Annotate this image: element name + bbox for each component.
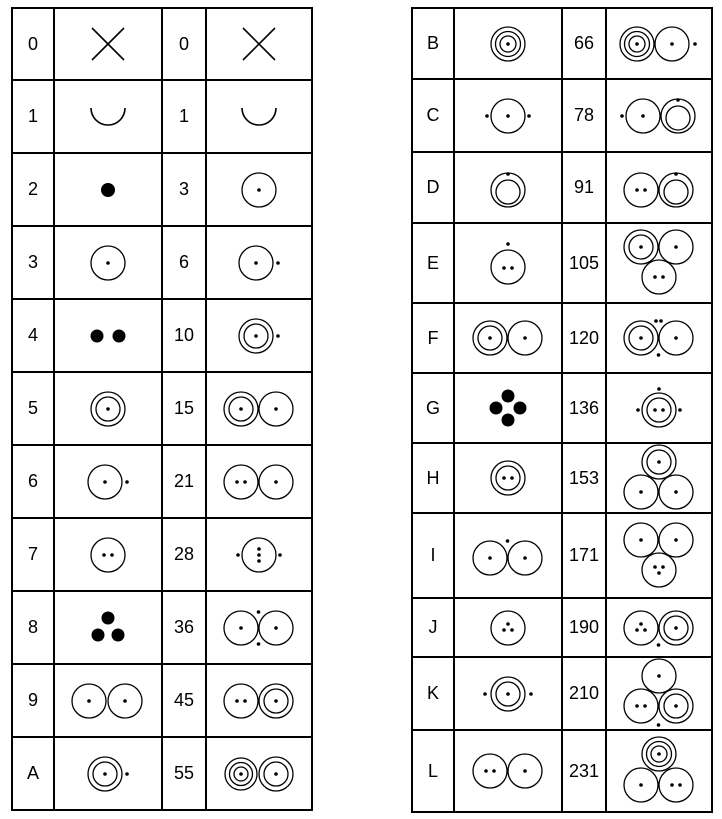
two-dot-ring-and-ring-icon xyxy=(223,462,295,502)
row-symbol xyxy=(54,153,162,226)
table-row xyxy=(12,299,312,372)
x-mark-icon xyxy=(239,24,279,64)
row-number-symbol xyxy=(206,518,312,591)
x-mark-icon xyxy=(88,24,128,64)
table-row xyxy=(412,657,712,730)
table-row xyxy=(412,152,712,223)
row-number: 21 xyxy=(162,445,206,518)
table-row xyxy=(12,8,312,80)
row-label: F xyxy=(412,303,454,373)
row-label: 2 xyxy=(12,153,54,226)
filled-dot-icon xyxy=(98,180,118,200)
two-rings-joined-dots-icon xyxy=(223,606,295,650)
row-number: 153 xyxy=(562,443,606,513)
row-label: 6 xyxy=(12,445,54,518)
row-number: 120 xyxy=(562,303,606,373)
ring-dot-side-icon xyxy=(236,243,282,283)
row-number: 78 xyxy=(562,79,606,152)
row-number-symbol xyxy=(606,79,712,152)
row-number-symbol xyxy=(206,445,312,518)
row-label: J xyxy=(412,598,454,657)
table-row xyxy=(12,664,312,737)
smile-arc-icon xyxy=(239,105,279,129)
row-label: D xyxy=(412,152,454,223)
double-ring-two-dots-icon xyxy=(488,458,528,498)
row-label: C xyxy=(412,79,454,152)
double-ring-dot-both-sides-icon xyxy=(480,674,536,714)
table-row xyxy=(12,445,312,518)
row-label: H xyxy=(412,443,454,513)
three-rings-triangle-d-icon xyxy=(623,659,695,729)
row-label: L xyxy=(412,730,454,812)
row-symbol xyxy=(54,372,162,445)
row-symbol xyxy=(54,664,162,737)
row-label: 4 xyxy=(12,299,54,372)
ring-two-dots-top-icon xyxy=(488,240,528,286)
row-number-symbol xyxy=(206,737,312,810)
row-symbol xyxy=(454,223,562,303)
two-dot-ring-and-double-ring-icon xyxy=(223,681,295,721)
row-symbol xyxy=(54,80,162,153)
row-number: 1 xyxy=(162,80,206,153)
row-symbol xyxy=(54,591,162,664)
table-row xyxy=(12,591,312,664)
row-number: 91 xyxy=(562,152,606,223)
row-symbol xyxy=(454,443,562,513)
row-number: 210 xyxy=(562,657,606,730)
table-row xyxy=(412,598,712,657)
three-rings-triangle-a-icon xyxy=(623,229,695,297)
double-ring-and-ring-icon xyxy=(223,389,295,429)
row-number: 10 xyxy=(162,299,206,372)
row-label: E xyxy=(412,223,454,303)
row-number-symbol xyxy=(606,598,712,657)
ring-dot-icon xyxy=(88,243,128,283)
table-row xyxy=(412,513,712,598)
ring-sides-and-open-ring-icon xyxy=(619,94,699,138)
row-number-symbol xyxy=(606,730,712,812)
row-label: 1 xyxy=(12,80,54,153)
row-label: 7 xyxy=(12,518,54,591)
row-symbol xyxy=(454,657,562,730)
three-rings-triangle-b-icon xyxy=(623,444,695,512)
row-number-symbol xyxy=(206,80,312,153)
three-dot-ring-and-double-ring-icon xyxy=(623,606,695,650)
table-row xyxy=(12,518,312,591)
triple-ring-and-double-ring-icon xyxy=(223,754,295,794)
row-symbol xyxy=(54,737,162,810)
row-symbol xyxy=(454,730,562,812)
open-double-ring-icon xyxy=(488,166,528,210)
table-row xyxy=(412,443,712,513)
row-number-symbol xyxy=(206,591,312,664)
row-number-symbol xyxy=(606,223,712,303)
row-number: 190 xyxy=(562,598,606,657)
three-filled-dots-icon xyxy=(88,609,128,647)
two-dot-ring-and-open-double-ring-icon xyxy=(623,166,695,210)
row-symbol xyxy=(454,373,562,443)
row-symbol xyxy=(454,303,562,373)
row-label: A xyxy=(12,737,54,810)
ring-dot-icon xyxy=(239,170,279,210)
two-filled-dots-icon xyxy=(86,326,130,346)
triple-ring-and-ring-side-icon xyxy=(619,24,699,64)
row-number-symbol xyxy=(206,153,312,226)
ring-vertical-dots-sides-icon xyxy=(234,535,284,575)
row-number-symbol xyxy=(606,8,712,79)
row-symbol xyxy=(54,226,162,299)
two-rings-top-dot-icon xyxy=(472,534,544,578)
row-number: 105 xyxy=(562,223,606,303)
row-label: 9 xyxy=(12,664,54,737)
row-label: I xyxy=(412,513,454,598)
table-row xyxy=(412,223,712,303)
row-number: 3 xyxy=(162,153,206,226)
row-number: 0 xyxy=(162,8,206,80)
row-number: 28 xyxy=(162,518,206,591)
row-symbol xyxy=(454,79,562,152)
row-symbol xyxy=(454,8,562,79)
table-row xyxy=(12,226,312,299)
row-number: 136 xyxy=(562,373,606,443)
row-number: 171 xyxy=(562,513,606,598)
table-row xyxy=(12,737,312,810)
double-ring-dot-side-icon xyxy=(236,316,282,356)
row-symbol xyxy=(454,152,562,223)
row-number: 55 xyxy=(162,737,206,810)
double-ring-and-ring-dots-icon xyxy=(623,316,695,360)
row-label: 8 xyxy=(12,591,54,664)
two-rings-icon xyxy=(70,681,146,721)
row-label: B xyxy=(412,8,454,79)
row-number-symbol xyxy=(606,513,712,598)
table-row xyxy=(412,79,712,152)
row-symbol xyxy=(54,8,162,80)
ring-dot-side-icon xyxy=(85,462,131,502)
double-ring-and-ring-icon xyxy=(472,318,544,358)
row-number-symbol xyxy=(206,299,312,372)
row-label: G xyxy=(412,373,454,443)
triple-ring-dot-icon xyxy=(488,24,528,64)
ring-dot-both-sides-icon xyxy=(482,96,534,136)
row-symbol xyxy=(54,518,162,591)
row-number-symbol xyxy=(206,664,312,737)
row-number: 66 xyxy=(562,8,606,79)
double-ring-dot-icon xyxy=(88,389,128,429)
four-filled-dots-icon xyxy=(486,386,530,430)
left-table xyxy=(11,7,313,811)
table-row xyxy=(12,153,312,226)
two-dot-ring-and-ring-icon xyxy=(472,751,544,791)
row-number-symbol xyxy=(206,372,312,445)
row-number: 231 xyxy=(562,730,606,812)
row-number: 6 xyxy=(162,226,206,299)
row-number-symbol xyxy=(606,303,712,373)
double-ring-dot-side-icon xyxy=(85,754,131,794)
three-rings-triangle-c-icon xyxy=(623,522,695,590)
right-table xyxy=(411,7,713,813)
ring-two-dots-icon xyxy=(88,535,128,575)
row-number-symbol xyxy=(206,8,312,80)
table-row xyxy=(12,372,312,445)
table-row xyxy=(412,730,712,812)
three-rings-triangle-e-icon xyxy=(623,736,695,806)
row-label: K xyxy=(412,657,454,730)
row-symbol xyxy=(454,598,562,657)
row-symbol xyxy=(54,445,162,518)
row-number-symbol xyxy=(206,226,312,299)
row-symbol xyxy=(54,299,162,372)
row-symbol xyxy=(454,513,562,598)
row-number-symbol xyxy=(606,373,712,443)
table-row xyxy=(12,80,312,153)
table-row xyxy=(412,303,712,373)
row-label: 5 xyxy=(12,372,54,445)
table-row xyxy=(412,8,712,79)
smile-arc-icon xyxy=(88,105,128,129)
row-number: 45 xyxy=(162,664,206,737)
ring-three-dots-icon xyxy=(488,608,528,648)
double-ring-two-dots-sides-icon xyxy=(633,385,685,431)
row-label: 0 xyxy=(12,8,54,80)
row-number: 36 xyxy=(162,591,206,664)
row-number: 15 xyxy=(162,372,206,445)
row-number-symbol xyxy=(606,657,712,730)
table-row xyxy=(412,373,712,443)
row-number-symbol xyxy=(606,443,712,513)
row-number-symbol xyxy=(606,152,712,223)
row-label: 3 xyxy=(12,226,54,299)
